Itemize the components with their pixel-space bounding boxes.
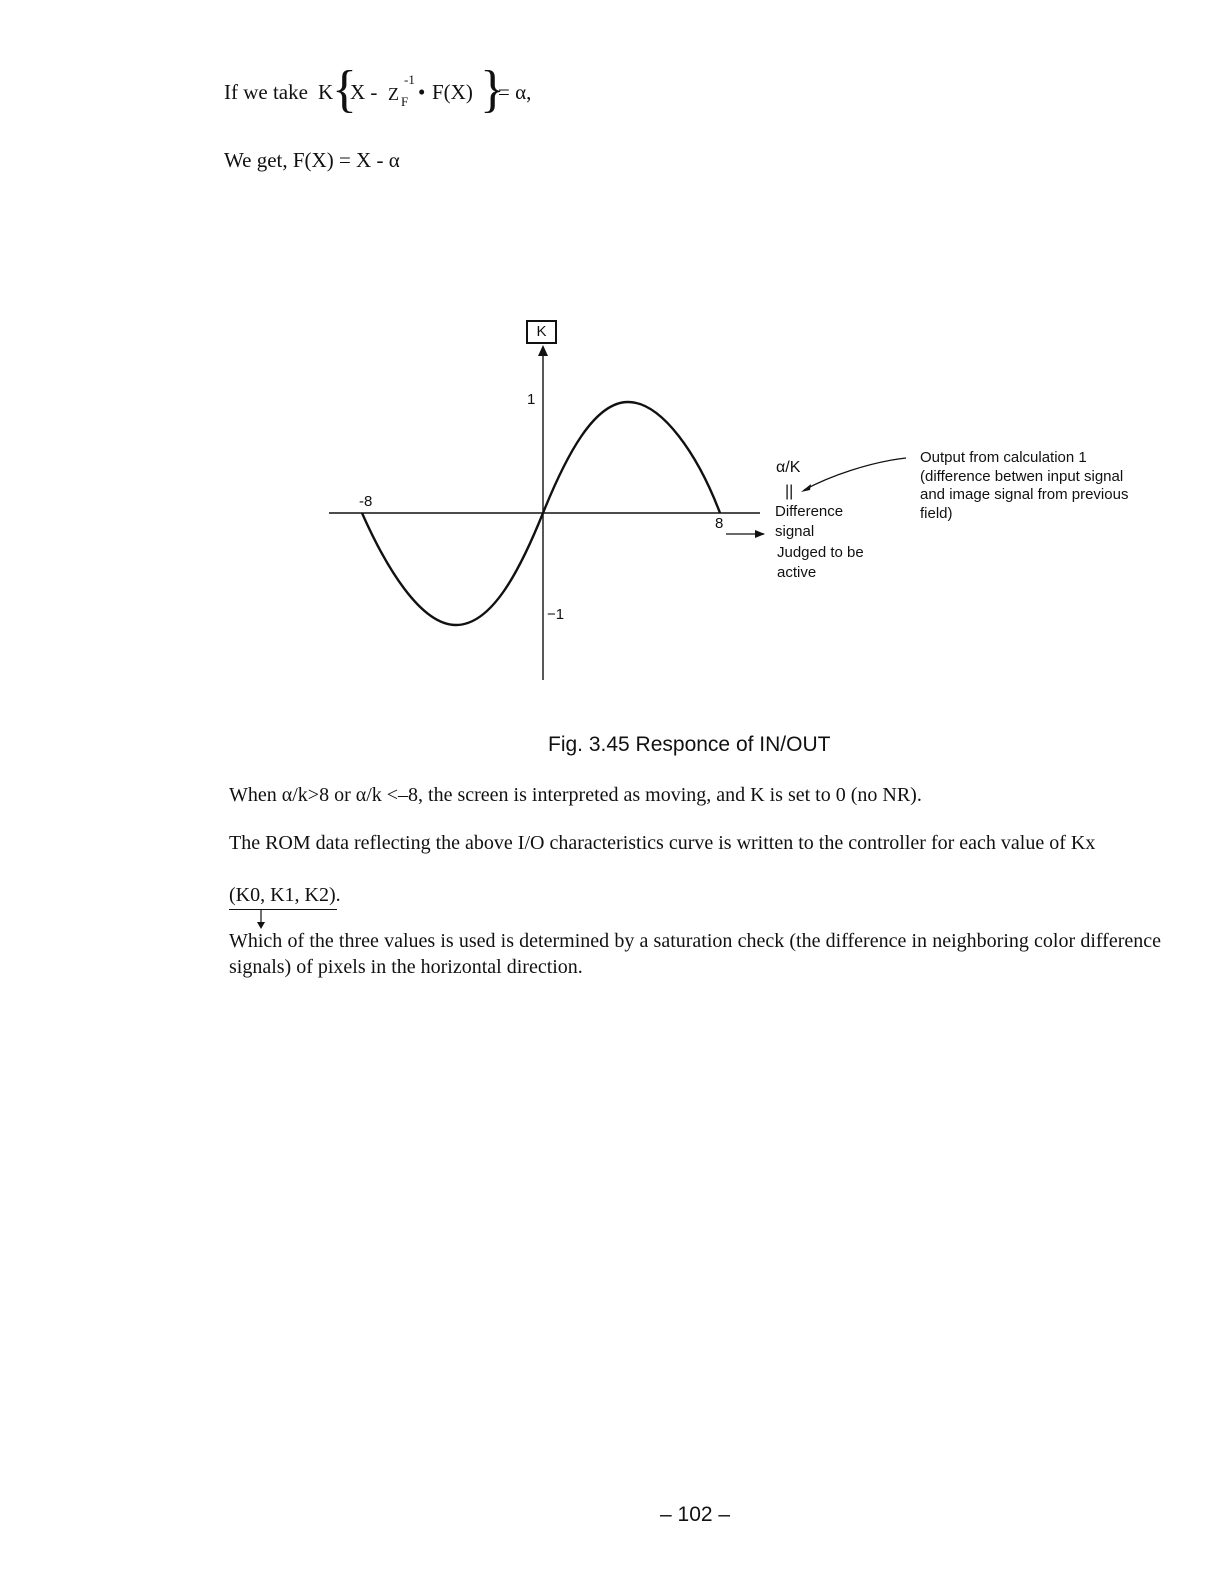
- output-note: [920, 449, 1128, 523]
- annotation-pointer: [804, 458, 906, 490]
- down-arrow-icon: [255, 910, 267, 930]
- eq1-rhs: = α,: [498, 80, 532, 104]
- eq1-prefix: If we take: [224, 80, 308, 104]
- eq1-x-minus: X -: [350, 80, 378, 104]
- eq1-z-superscript: -1: [404, 72, 415, 87]
- equation-2: We get, F(X) = X - α: [224, 148, 400, 172]
- output-note-line: field): [920, 504, 953, 522]
- eq1-z-subscript: F: [401, 94, 409, 109]
- paragraph-saturation-check: Which of the three values is used is determined by a saturation check (the difference in neighboring color difference signals) of pixels in the horizontal direction.: [229, 930, 1161, 978]
- x-tick-positive: 8: [715, 515, 724, 532]
- io-response-figure: [0, 0, 1223, 720]
- y-axis-arrow-icon: [538, 345, 548, 356]
- io-response-graph: [0, 0, 1223, 720]
- paragraph-moving: When α/k>8 or α/k <–8, the screen is interpreted as moving, and K is set to 0 (no NR).: [229, 784, 922, 806]
- output-note-line: Output from calculation 1: [920, 449, 1087, 466]
- equals-mark: ||: [785, 483, 794, 500]
- eq1-k: K: [318, 80, 334, 104]
- alpha-k-label: α/K: [776, 459, 801, 476]
- paragraph-k-values: (K0, K1, K2).: [229, 884, 341, 906]
- k-axis-label: K: [526, 320, 557, 344]
- annotation-pointer-arrow-icon: [801, 484, 811, 492]
- eq1-close-brace: }: [480, 61, 505, 118]
- page-number: – 102 –: [660, 1503, 731, 1526]
- paragraph-rom-data: The ROM data reflecting the above I/O characteristics curve is written to the controller for each value of Kx: [229, 832, 1096, 854]
- output-note-line: and image signal from previous: [920, 486, 1129, 503]
- x-tick-negative: -8: [359, 493, 373, 510]
- eq1-fx: F(X): [432, 80, 473, 104]
- eq1-open-brace: {: [332, 61, 357, 118]
- y-tick-negative: −1: [547, 606, 565, 623]
- k-values-underline: [229, 909, 337, 910]
- eq1-bullet: •: [418, 80, 426, 104]
- y-tick-positive: 1: [527, 391, 536, 408]
- output-note-line: (difference betwen input signal: [920, 467, 1124, 485]
- difference-label-line1: Difference: [775, 503, 844, 520]
- eq1-z: Z: [388, 84, 399, 104]
- difference-label-line2: signal: [775, 523, 815, 540]
- figure-caption: Fig. 3.45 Responce of IN/OUT: [548, 733, 831, 756]
- judged-label-line1: Judged to be: [777, 544, 864, 561]
- judged-label-line2: active: [777, 564, 817, 581]
